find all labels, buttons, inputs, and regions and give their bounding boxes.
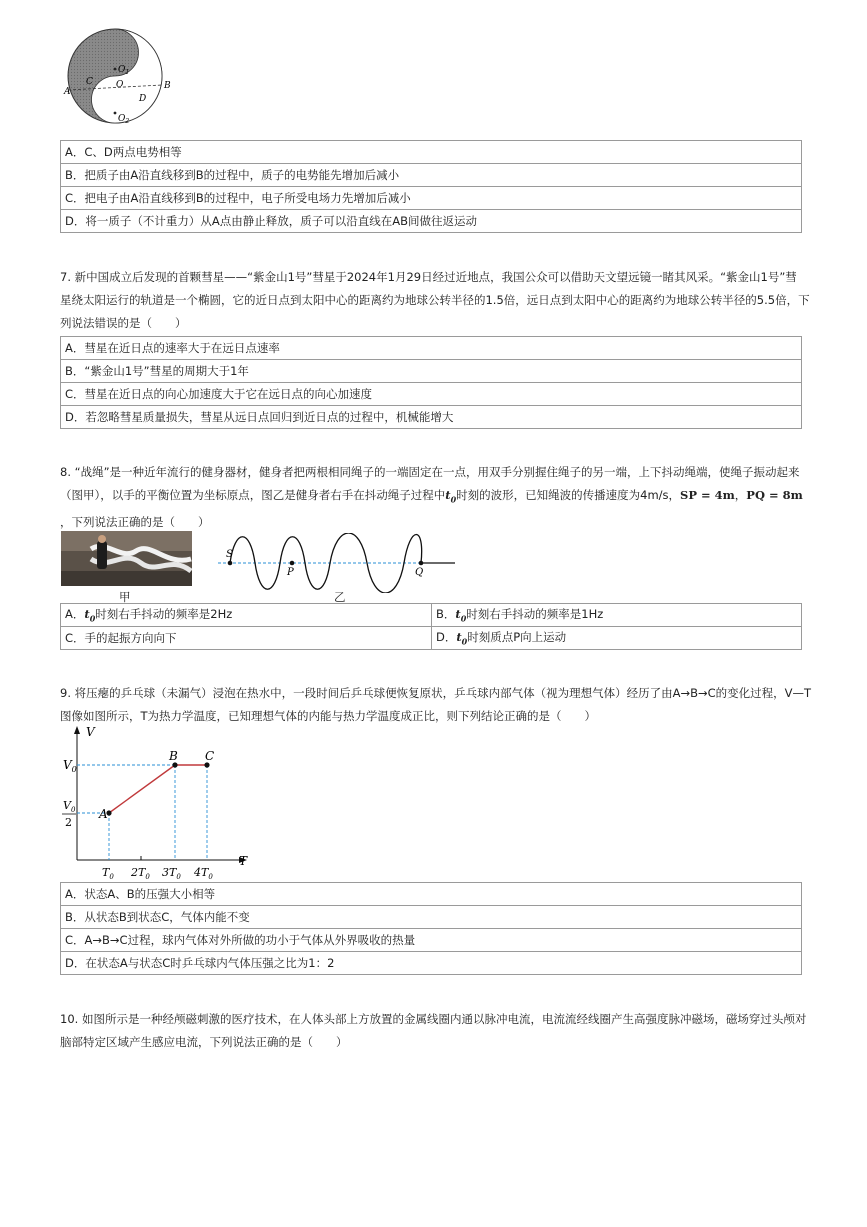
- q8-option-b[interactable]: B．$t_0$时刻右手抖动的频率是1Hz: [432, 604, 802, 627]
- q9-option-c[interactable]: C．A→B→C过程，球内气体对外所做的功小于气体从外界吸收的热量: [61, 929, 802, 952]
- q9-axis-label-t: T: [239, 854, 248, 868]
- q8-line-2-text-b: 时刻的波形，已知绳波的传播速度为4m/s，: [456, 488, 681, 502]
- q8-options-table: [60, 603, 802, 650]
- q8-line-2-text-a: （图甲），以手的平衡位置为坐标原点，图乙是健身者右手在抖动绳子过程中: [60, 488, 446, 502]
- q8-option-a[interactable]: A．$t_0$时刻右手抖动的频率是2Hz: [61, 604, 432, 627]
- q7-option-d[interactable]: D．若忽略彗星质量损失，彗星从远日点回归到近日点的过程中，机械能增大: [61, 406, 802, 429]
- q8-question: [60, 461, 810, 534]
- q8-caption-jia: 甲: [119, 590, 131, 604]
- q9-ytick-v0: $V_0$: [63, 758, 77, 774]
- series-line-abc: [109, 765, 207, 813]
- q10-line-2: 脑部特定区域产生感应电流，下列说法正确的是（ ）: [60, 1035, 348, 1049]
- q8-t0: $t_0$: [445, 488, 457, 505]
- q9-xtick-2t0: $2T_0$: [131, 866, 150, 881]
- data-point-c: [204, 762, 209, 767]
- data-point-b: [172, 762, 177, 767]
- q9-point-label-c: C: [205, 749, 215, 763]
- q6-label-c: C: [86, 77, 93, 87]
- q8-pq: PQ = 8m: [746, 488, 803, 502]
- q8-line-2: （图甲），以手的平衡位置为坐标原点，图乙是健身者右手在抖动绳子过程中$t_0$时刻的波形，已知绳波的传播速度为4m/s，SP = 4m，PQ = 8m: [60, 488, 803, 505]
- q8-option-d[interactable]: D．$t_0$时刻质点P向上运动: [432, 627, 802, 650]
- q7-option-c[interactable]: C．彗星在近日点的向心加速度大于它在远日点的向心加速度: [61, 383, 802, 406]
- q10-question: [60, 1008, 810, 1054]
- q9-line-2: 图像如图所示，T为热力学温度，已知理想气体的内能与热力学温度成正比，则下列结论正确的是（ ）: [60, 709, 597, 723]
- q8-label-q: Q: [415, 567, 424, 578]
- q6-options-table: [60, 140, 802, 233]
- q8-label-p: P: [287, 567, 294, 578]
- q7-line-1: 7. 新中国成立后发现的首颗彗星——“紫金山1号”彗星于2024年1月29日经过近地点，我国公众可以借助天文望远镜一睹其风采。“紫金山1号”彗: [60, 270, 797, 284]
- q8-caption-yi: 乙: [334, 590, 346, 604]
- q8-line-3: ，下列说法正确的是（ ）: [60, 515, 210, 530]
- q6-figure: [58, 14, 188, 136]
- q9-axis-label-v: V: [86, 725, 95, 739]
- q8-label-s: S: [226, 549, 233, 560]
- q9-line-1: 9. 将压瘪的乒乓球（未漏气）浸泡在热水中，一段时间后乒乓球便恢复原状，乒乓球内部气体（视为理想气体）经历了由A→B→C的变化过程，V—T: [60, 686, 812, 700]
- q7-options-table: [60, 336, 802, 429]
- q9-point-label-a: A: [99, 807, 108, 821]
- q6-label-d: D: [139, 94, 147, 104]
- q7-question: [60, 266, 810, 335]
- q6-option-d[interactable]: D．将一质子（不计重力）从A点由静止释放，质子可以沿直线在AB间做往返运动: [61, 210, 802, 233]
- q8-wave-yi: [210, 533, 470, 593]
- q10-line-1: 10. 如图所示是一种经颅磁刺激的医疗技术，在人体头部上方放置的金属线圈内通以脉冲电流，电流流经线圈产生高强度脉冲磁场，磁场穿过头颅对: [60, 1012, 807, 1026]
- q9-option-a[interactable]: A．状态A、B的压强大小相等: [61, 883, 802, 906]
- q9-guides: [77, 765, 207, 860]
- q9-xtick-3t0: $3T_0$: [162, 866, 181, 881]
- q6-option-c[interactable]: C．把电子由A沿直线移到B的过程中，电子所受电场力先增加后减小: [61, 187, 802, 210]
- q9-vt-chart: [55, 722, 255, 882]
- q7-line-3: 列说法错误的是（ ）: [60, 316, 187, 330]
- q7-line-2: 星绕太阳运行的轨道是一个椭圆，它的近日点到太阳中心的距离约为地球公转半径的1.5倍，远日点到太阳中心的距离约为地球公转半径的5.5倍，下: [60, 293, 810, 307]
- q8-sp: SP = 4m: [680, 488, 735, 502]
- q6-label-b: B: [164, 81, 171, 91]
- q6-label-o: O: [116, 80, 124, 90]
- q9-option-d[interactable]: D．在状态A与状态C时乒乓球内气体压强之比为1：2: [61, 952, 802, 975]
- q7-option-a[interactable]: A．彗星在近日点的速率大于在远日点速率: [61, 337, 802, 360]
- q9-ytick-v0half-den: 2: [65, 816, 72, 829]
- q6-label-a: A: [64, 87, 71, 97]
- q9-ytick-v0half-num: $V_0$: [63, 799, 76, 814]
- q6-label-o1: $O_1$: [118, 65, 130, 76]
- q8-photo-jia: [61, 531, 192, 586]
- q7-option-b[interactable]: B．“紫金山1号”彗星的周期大于1年: [61, 360, 802, 383]
- q9-series: [106, 762, 209, 815]
- q9-option-b[interactable]: B．从状态B到状态C，气体内能不变: [61, 906, 802, 929]
- q9-options-table: [60, 882, 802, 975]
- q9-xtick-4t0: $4T_0$: [194, 866, 213, 881]
- q9-point-label-b: B: [169, 749, 178, 763]
- q8-line-1: 8. “战绳”是一种近年流行的健身器材，健身者把两根相同绳子的一端固定在一点，用双手分别握住绳子的另一端，上下抖动绳端，使绳子振动起来: [60, 465, 800, 479]
- q6-option-b[interactable]: B．把质子由A沿直线移到B的过程中，质子的电势能先增加后减小: [61, 164, 802, 187]
- q6-label-o2: $O_2$: [118, 114, 130, 125]
- q9-xtick-t0: $T_0$: [102, 866, 114, 881]
- q6-option-a[interactable]: A．C、D两点电势相等: [61, 141, 802, 164]
- q8-option-c[interactable]: C．手的起振方向向下: [61, 627, 432, 650]
